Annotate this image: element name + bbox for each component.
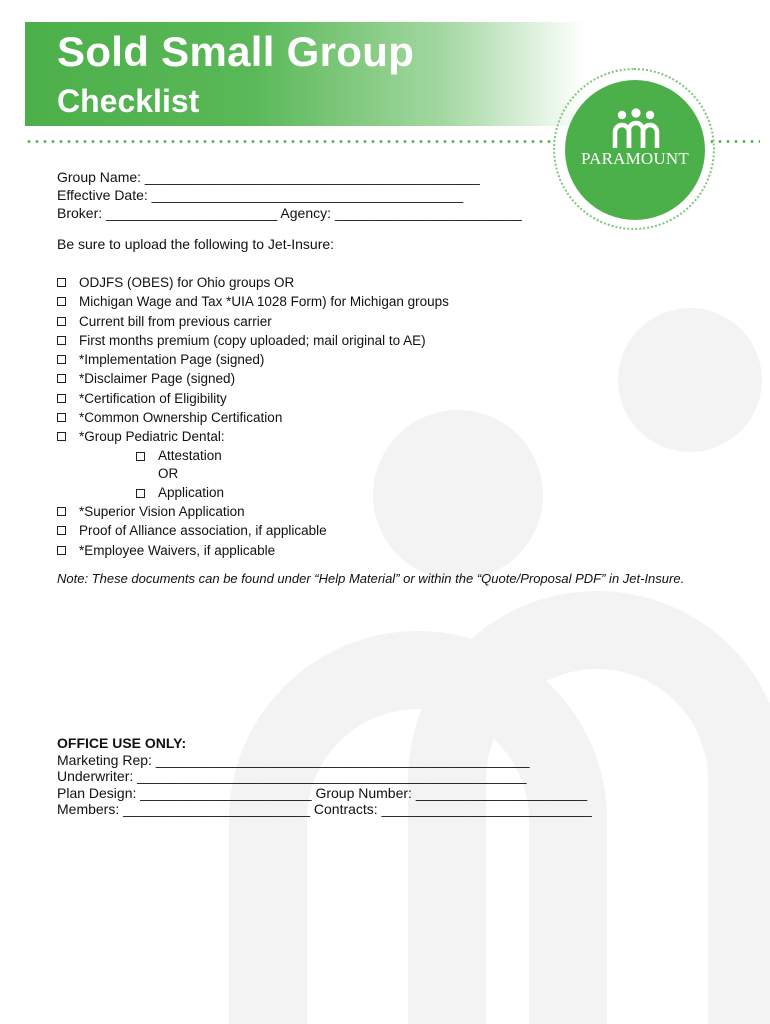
checkbox[interactable]	[57, 413, 66, 422]
instructions-text: Be sure to upload the following to Jet-Insure:	[57, 236, 335, 252]
page-subtitle: Checklist	[57, 83, 200, 119]
effective-date-field[interactable]: Effective Date: ________________________________________	[57, 187, 464, 203]
checkbox[interactable]	[57, 355, 66, 364]
plan-design-group-number-field[interactable]: Plan Design: ______________________ Group Number: ______________________	[57, 784, 588, 801]
page-title: Sold Small Group	[57, 28, 415, 75]
office-use-heading: OFFICE USE ONLY:	[57, 735, 187, 751]
group-info-fields	[57, 168, 522, 222]
paramount-people-icon	[612, 108, 660, 148]
checkbox[interactable]	[57, 336, 66, 345]
checkbox[interactable]	[57, 432, 66, 441]
dotted-divider-right	[708, 140, 760, 143]
checkbox[interactable]	[57, 297, 66, 306]
checkbox[interactable]	[57, 394, 66, 403]
checkbox[interactable]	[57, 526, 66, 535]
broker-agency-field[interactable]: Broker: ______________________ Agency: ________________________	[57, 205, 522, 221]
checkbox[interactable]	[136, 452, 145, 461]
logo-wordmark: PARAMOUNT	[581, 149, 689, 168]
dotted-divider-left	[25, 140, 555, 143]
checkbox[interactable]	[57, 317, 66, 326]
underwriter-field[interactable]: Underwriter: __________________________________________________	[57, 768, 527, 784]
checkbox[interactable]	[57, 507, 66, 516]
marketing-rep-field[interactable]: Marketing Rep: ________________________________________________	[57, 751, 530, 768]
checkbox[interactable]	[57, 546, 66, 555]
members-contracts-field[interactable]: Members: ________________________ Contracts: ___________________________	[57, 801, 592, 817]
office-use-section	[57, 735, 592, 818]
checkbox[interactable]	[57, 278, 66, 287]
group-name-field[interactable]: Group Name: ___________________________________________	[57, 169, 480, 185]
checkbox[interactable]	[57, 374, 66, 383]
checkbox[interactable]	[136, 489, 145, 498]
note-text: Note: These documents can be found under “Help Material” or within the “Quote/Proposal PDF” in Jet-Insure.	[57, 571, 685, 586]
